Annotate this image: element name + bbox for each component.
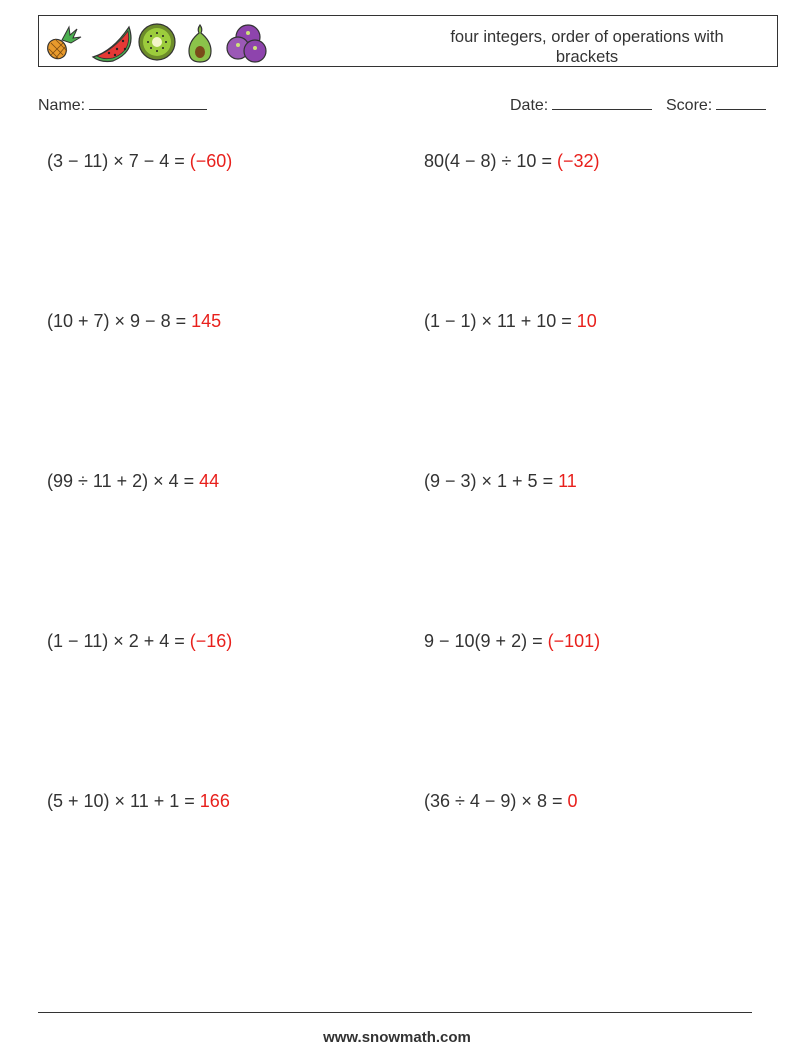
problem-expression: (10 + 7) × 9 − 8 = [47, 311, 187, 331]
pineapple-icon [44, 27, 81, 62]
problem-10 [424, 791, 578, 812]
problem-answer: (−60) [189, 151, 233, 171]
date-field[interactable] [510, 93, 652, 115]
problem-2 [424, 151, 600, 172]
problem-answer: (−32) [556, 151, 600, 171]
score-label: Score: [666, 97, 713, 114]
name-field[interactable] [38, 93, 207, 115]
problem-expression: (9 − 3) × 1 + 5 = [424, 471, 554, 491]
problem-8 [424, 631, 600, 652]
problem-expression: 9 − 10(9 + 2) = [424, 631, 543, 651]
name-label: Name: [38, 97, 86, 114]
problem-answer: (−16) [189, 631, 233, 651]
footer-divider [38, 1012, 752, 1013]
problem-7 [47, 631, 232, 652]
name-blank[interactable] [89, 93, 207, 110]
problem-answer: 166 [199, 791, 230, 811]
problem-answer: 145 [191, 311, 222, 331]
problem-9 [47, 791, 230, 812]
problem-answer: 44 [199, 471, 220, 491]
problem-6 [424, 471, 577, 492]
problem-answer: (−101) [547, 631, 601, 651]
worksheet-header [38, 15, 778, 67]
problem-expression: (5 + 10) × 11 + 1 = [47, 791, 195, 811]
problem-answer: 0 [567, 791, 578, 811]
date-blank[interactable] [552, 93, 652, 110]
date-label: Date: [510, 97, 549, 114]
problem-expression: (99 ÷ 11 + 2) × 4 = [47, 471, 195, 491]
problem-expression: (1 − 1) × 11 + 10 = [424, 311, 572, 331]
problem-answer: 11 [558, 471, 577, 491]
score-field[interactable] [666, 93, 766, 115]
pear-icon [189, 25, 211, 62]
footer-site-link[interactable]: www.snowmath.com [323, 1029, 471, 1046]
kiwi-icon [139, 24, 175, 60]
problem-expression: (3 − 11) × 7 − 4 = [47, 151, 185, 171]
problem-expression: (1 − 11) × 2 + 4 = [47, 631, 185, 651]
problem-answer: 10 [576, 311, 597, 331]
problem-expression: (36 ÷ 4 − 9) × 8 = [424, 791, 563, 811]
problem-expression: 80(4 − 8) ÷ 10 = [424, 151, 552, 171]
problem-4 [424, 311, 597, 332]
plums-icon [227, 25, 266, 62]
problem-5 [47, 471, 219, 492]
score-blank[interactable] [716, 93, 766, 110]
watermelon-icon [93, 27, 131, 62]
worksheet-title: four integers, order of operations with brackets [450, 28, 724, 66]
problem-1 [47, 151, 232, 172]
fruit-icons [43, 21, 273, 63]
problem-3 [47, 311, 221, 332]
